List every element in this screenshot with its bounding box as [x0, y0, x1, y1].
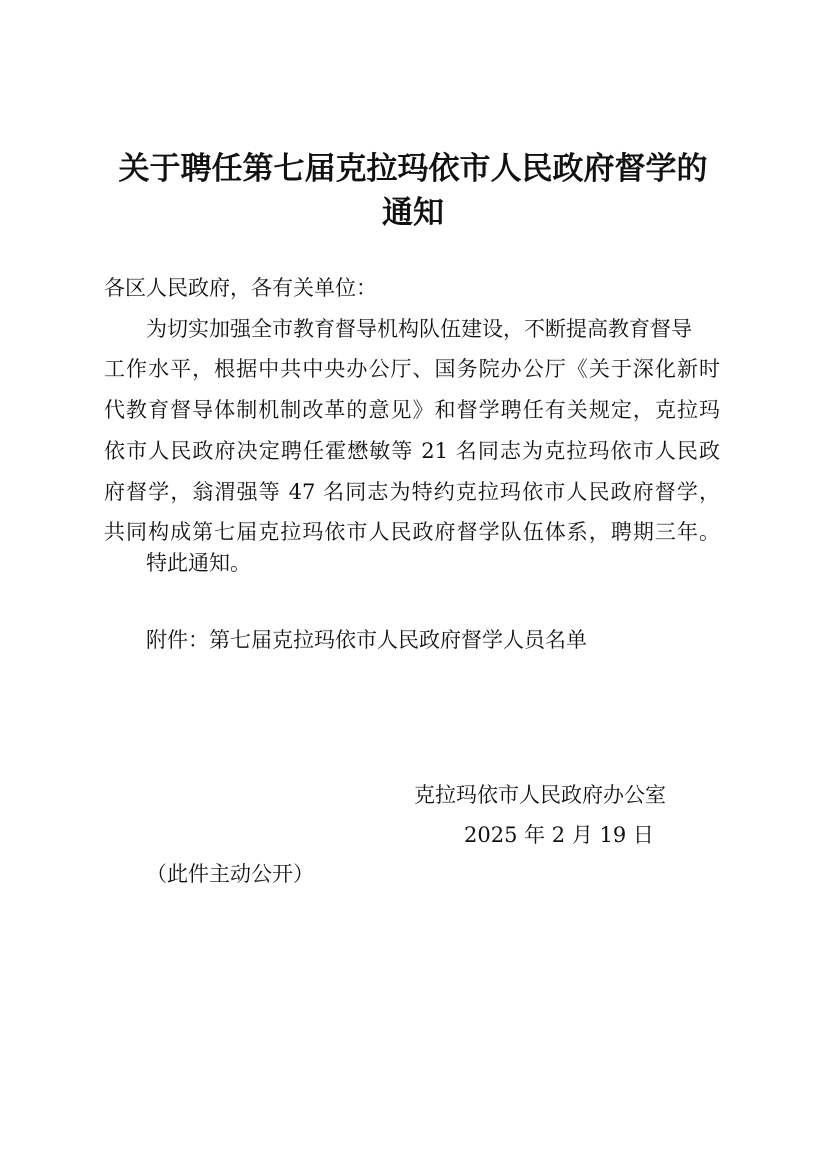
paragraph-line: 工作水平，根据中共中央办公厅、国务院办公厅《关于深化新时	[104, 357, 720, 381]
paragraph-line: 府督学，翁渭强等 47 名同志为特约克拉玛依市人民政府督学，	[104, 480, 720, 504]
closing-text: 特此通知。	[146, 551, 251, 575]
issuer-name: 克拉玛依市人民政府办公室	[414, 783, 666, 807]
public-note: （此件主动公开）	[146, 862, 314, 886]
issue-date: 2025 年 2 月 19 日	[464, 823, 654, 847]
paragraph-line: 代教育督导体制机制改革的意见》和督学聘任有关规定，克拉玛	[104, 398, 720, 422]
document-title-line-2: 通知	[382, 195, 444, 231]
paragraph-line: 为切实加强全市教育督导机构队伍建设，不断提高教育督导	[146, 317, 692, 341]
paragraph-line: 共同构成第七届克拉玛依市人民政府督学队伍体系，聘期三年。	[104, 520, 720, 544]
paragraph-line: 依市人民政府决定聘任霍懋敏等 21 名同志为克拉玛依市人民政	[104, 439, 720, 463]
document-title-line-1: 关于聘任第七届克拉玛依市人民政府督学的	[118, 151, 708, 187]
salutation: 各区人民政府，各有关单位：	[104, 276, 377, 300]
attachment-text: 附件：第七届克拉玛依市人民政府督学人员名单	[146, 628, 587, 652]
